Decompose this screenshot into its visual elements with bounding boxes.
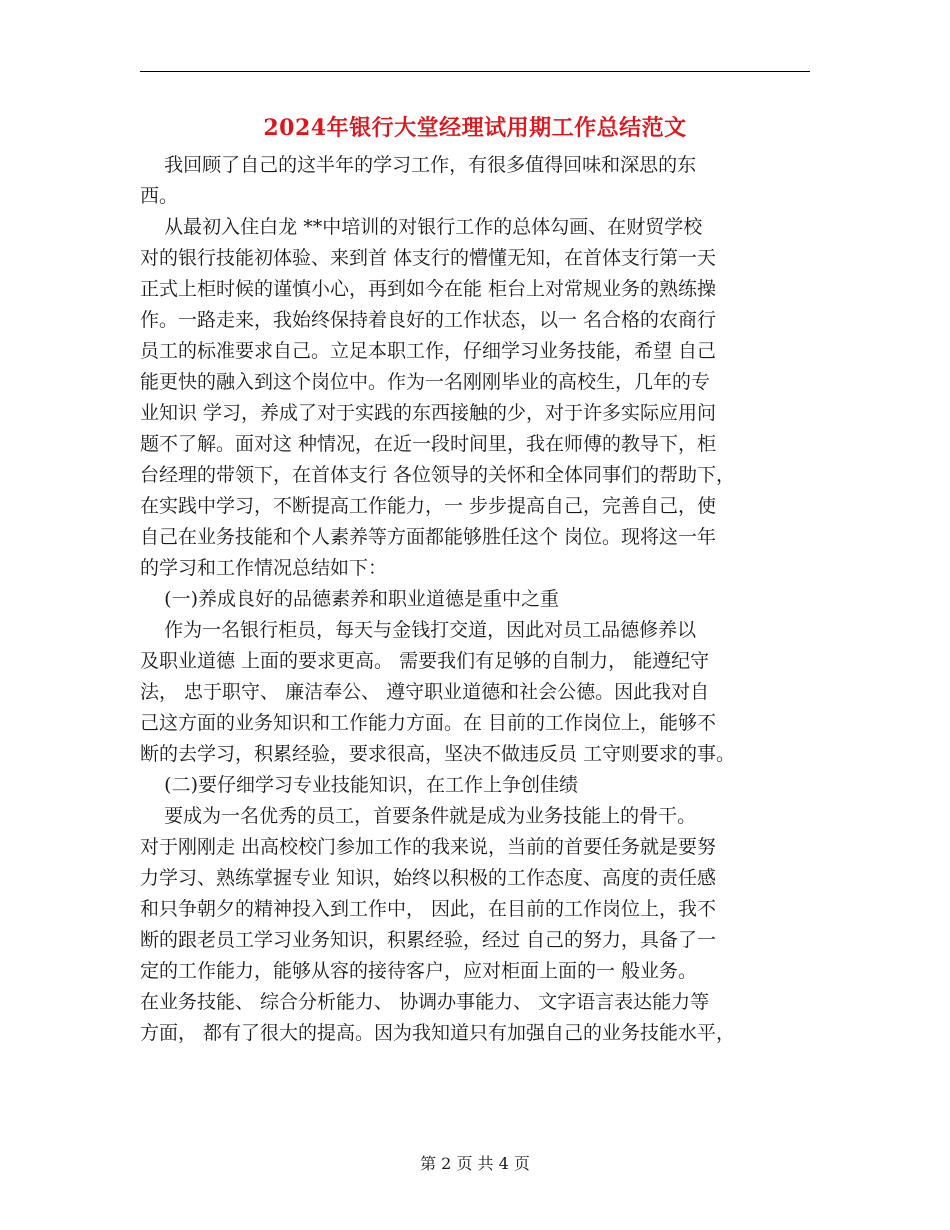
text-line: 力学习、熟练掌握专业 知识，始终以积极的工作态度、高度的责任感 <box>140 867 717 889</box>
text-line: 西。 <box>140 185 179 207</box>
text-line: 从最初入住白龙 **中培训的对银行工作的总体勾画、在财贸学校 <box>140 216 703 238</box>
text-line: 在实践中学习，不断提高工作能力，一 步步提高自己，完善自己，使 <box>140 495 717 517</box>
text-line: 作。一路走来，我始终保持着良好的工作状态，以一 名合格的农商行 <box>140 309 717 331</box>
text-line: 题不了解。面对这 种情况，在近一段时间里，我在师傅的教导下，柜 <box>140 433 717 455</box>
text-line: 正式上柜时候的谨慎小心，再到如今在能 柜台上对常规业务的熟练操 <box>140 278 717 300</box>
text-line: 对的银行技能初体验、来到首 体支行的懵懂无知，在首体支行第一天 <box>140 247 717 269</box>
text-line: 作为一名银行柜员，每天与金钱打交道，因此对员工品德修养以 <box>140 619 697 641</box>
header-rule <box>140 71 810 72</box>
text-line: 业知识 学习，养成了对于实践的东西接触的少，对于许多实际应用问 <box>140 402 717 424</box>
document-title: 2024年银行大堂经理试用期工作总结范文 <box>263 115 687 141</box>
text-line: 要成为一名优秀的员工，首要条件就是成为业务技能上的骨干。 <box>140 805 697 827</box>
text-line: 我回顾了自己的这半年的学习工作，有很多值得回味和深思的东 <box>140 154 697 176</box>
text-line: 能更快的融入到这个岗位中。作为一名刚刚毕业的高校生，几年的专 <box>140 371 711 393</box>
text-line: 台经理的带领下，在首体支行 各位领导的关怀和全体同事们的帮助下， <box>140 464 736 486</box>
page-number-footer: 第 2 页 共 4 页 <box>420 1154 530 1173</box>
text-line: (一)养成良好的品德素养和职业道德是重中之重 <box>140 588 559 610</box>
text-line: 的学习和工作情况总结如下： <box>140 557 388 579</box>
text-line: 在业务技能、 综合分析能力、 协调办事能力、 文字语言表达能力等 <box>140 991 710 1013</box>
text-line: 定的工作能力，能够从容的接待客户，应对柜面上面的一 般业务。 <box>140 960 698 982</box>
text-line: 对于刚刚走 出高校校门参加工作的我来说，当前的首要任务就是要努 <box>140 836 717 858</box>
text-line: 断的跟老员工学习业务知识，积累经验，经过 自己的努力，具备了一 <box>140 929 717 951</box>
text-line: 法， 忠于职守、 廉洁奉公、 遵守职业道德和社会公德。因此我对自 <box>140 681 710 703</box>
text-line: 和只争朝夕的精神投入到工作中， 因此，在目前的工作岗位上，我不 <box>140 898 717 920</box>
text-line: 员工的标准要求自己。立足本职工作，仔细学习业务技能，希望 自己 <box>140 340 717 362</box>
text-line: 己这方面的业务知识和工作能力方面。在 目前的工作岗位上，能够不 <box>140 712 717 734</box>
text-line: (二)要仔细学习专业技能知识，在工作上争创佳绩 <box>140 774 578 796</box>
document-body <box>140 150 810 1049</box>
text-line: 断的去学习，积累经验，要求很高，坚决不做违反员 工守则要求的事。 <box>140 743 736 765</box>
text-line: 自己在业务技能和个人素养等方面都能够胜任这个 岗位。现将这一年 <box>140 526 717 548</box>
text-line: 方面， 都有了很大的提高。因为我知道只有加强自己的业务技能水平， <box>140 1022 736 1044</box>
text-line: 及职业道德 上面的要求更高。 需要我们有足够的自制力， 能遵纪守 <box>140 650 710 672</box>
